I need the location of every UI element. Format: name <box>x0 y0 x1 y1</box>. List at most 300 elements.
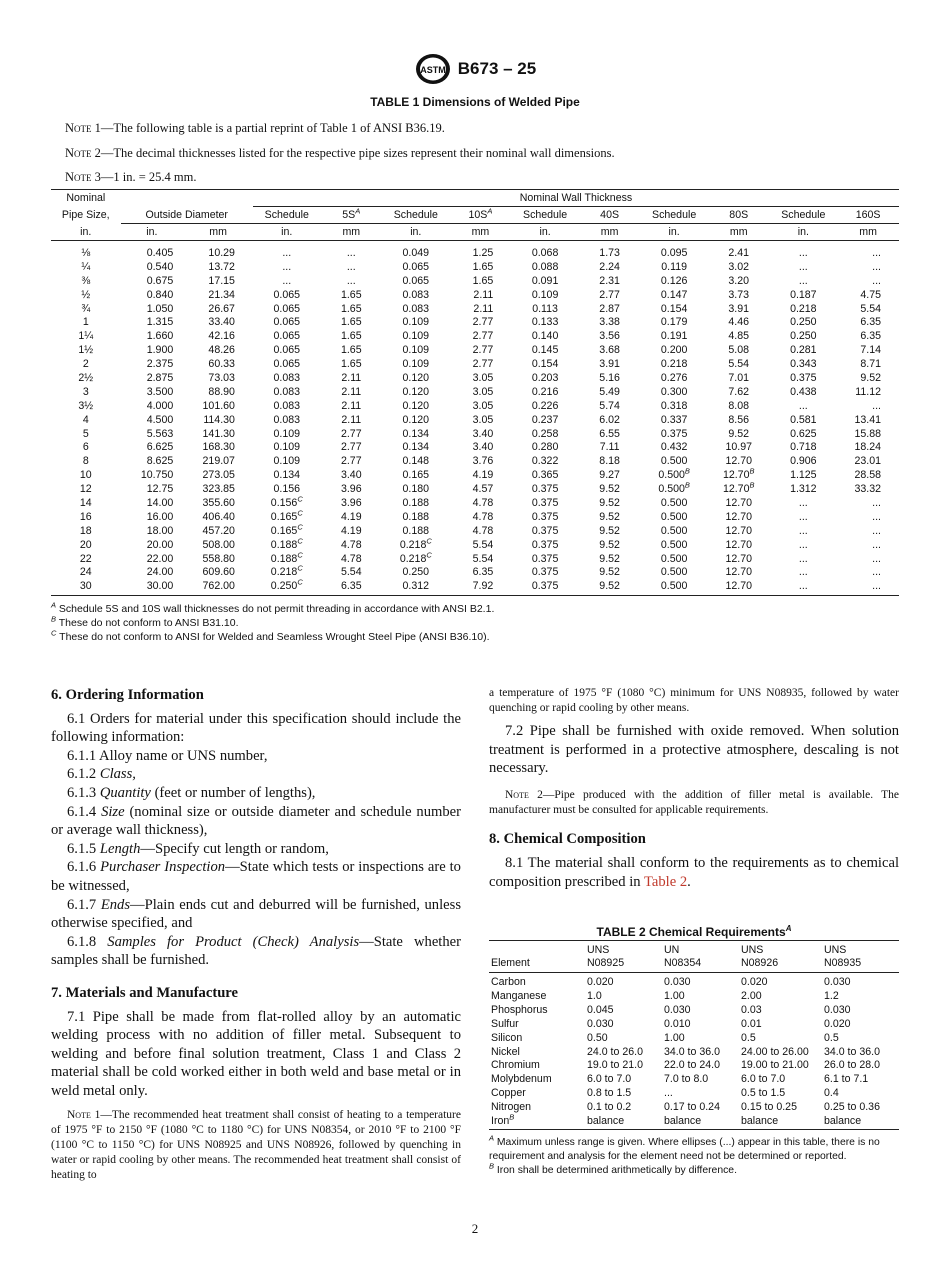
table-cell: 0.01 <box>741 1017 762 1030</box>
table-cell: ... <box>346 260 356 273</box>
table-row <box>489 1087 899 1101</box>
table-cell: 9.52 <box>599 510 620 523</box>
table-cell: 4.46 <box>728 316 750 329</box>
header-schedule: Schedule <box>253 207 321 224</box>
table-cell: ¾ <box>81 302 91 315</box>
table-cell: 0.500 <box>660 552 688 565</box>
table-cell: 9.52 <box>599 483 620 496</box>
table-cell: 1.315 <box>146 316 174 329</box>
table-cell: 4 <box>82 413 89 426</box>
table-cell: 0.5 <box>741 1031 756 1044</box>
table-cell: ... <box>872 496 881 509</box>
list-item: 6.1.6 Purchaser Inspection—State which tests or inspections are to be witnessed, <box>51 859 461 894</box>
table-cell: 0.120 <box>402 385 430 398</box>
table-cell: 0.030 <box>587 1017 614 1030</box>
table-cell: 4.78 <box>472 496 494 509</box>
table-cell: ... <box>872 246 881 259</box>
table-cell: $12.70^B$ <box>722 480 755 496</box>
table-cell: 6.35 <box>472 566 494 579</box>
table-cell: 457.20 <box>202 524 235 537</box>
table-cell: 3.02 <box>728 260 750 273</box>
table-cell: 28.58 <box>854 469 881 482</box>
table-cell: $0.250^C$ <box>253 579 321 595</box>
table-cell: 0.203 <box>531 371 559 384</box>
element-name: Copper <box>491 1087 526 1100</box>
table-cell: ... <box>798 260 808 273</box>
table-cell: 0.020 <box>824 1017 851 1030</box>
table-cell: 558.80 <box>202 552 235 565</box>
table-row <box>51 315 899 329</box>
table-cell: 0.120 <box>402 413 430 426</box>
table-cell: 1¼ <box>78 330 94 343</box>
unit-in: in. <box>511 224 579 241</box>
table-cell: 0.030 <box>664 1003 691 1016</box>
table-row <box>51 260 899 274</box>
standard-code: B673 – 25 <box>457 59 537 78</box>
table-cell: 355.60 <box>202 496 235 509</box>
table-cell: 13.41 <box>854 413 881 426</box>
table-cell: 0.188 <box>402 524 430 537</box>
table-cell: 0.154 <box>531 358 559 371</box>
table-cell: 2.77 <box>472 358 494 371</box>
table-cell: 5.49 <box>599 385 620 398</box>
table-cell: 0.119 <box>661 260 687 273</box>
table-cell: 168.30 <box>202 441 235 454</box>
table-cell: 0.500 <box>660 455 688 468</box>
table-cell: 5.563 <box>146 427 174 440</box>
table-cell: 16.00 <box>146 510 174 523</box>
table-cell: 6.35 <box>321 579 382 595</box>
unit-mm: mm <box>708 224 770 241</box>
table-cell: 6.35 <box>860 330 881 343</box>
table-cell: 10.29 <box>208 246 235 259</box>
table-cell: 0.50 <box>587 1031 608 1044</box>
table-cell: 13.72 <box>208 260 235 273</box>
table-cell: 20 <box>79 538 92 551</box>
table-cell: 0.4 <box>824 1087 839 1100</box>
table-cell: 22 <box>79 552 92 565</box>
table-cell: 0.500 <box>660 524 688 537</box>
table-row <box>51 329 899 343</box>
table-cell: 2.11 <box>341 413 362 426</box>
table1-note: Note 2—The decimal thicknesses listed for the respective pipe sizes represent their nominal wall dimensions. <box>65 146 615 160</box>
table-cell: 18.00 <box>146 524 174 537</box>
element-name: Phosphorus <box>491 1003 548 1016</box>
table-cell: 6.0 to 7.0 <box>587 1073 632 1086</box>
table-cell: 3.38 <box>599 316 620 329</box>
table-cell: 0.083 <box>273 371 301 384</box>
table-cell: 22.00 <box>146 552 174 565</box>
element-name: Molybdenum <box>491 1073 552 1086</box>
list-item: 6.1.1 Alloy name or UNS number, <box>67 747 268 764</box>
right-column <box>489 686 899 892</box>
table-cell: 22.0 to 24.0 <box>664 1059 720 1072</box>
table-cell: 10 <box>79 469 92 482</box>
table-cell: 1.65 <box>340 330 362 343</box>
table-cell: 23.01 <box>854 455 881 468</box>
table-cell: 60.33 <box>208 358 235 371</box>
table-cell: 5.54 <box>472 538 494 551</box>
table-cell: 0.375 <box>531 510 559 523</box>
table-row <box>51 399 899 413</box>
table-row <box>489 1032 899 1046</box>
unit-in: in. <box>770 224 838 241</box>
table-cell: 3.91 <box>728 302 750 315</box>
table-cell: ... <box>798 496 808 509</box>
table-cell: 0.134 <box>402 441 430 454</box>
table-cell: ⅛ <box>81 246 91 259</box>
header-40s: 40S <box>579 207 640 224</box>
header-schedule: Schedule <box>770 207 838 224</box>
table-cell: 14.00 <box>146 496 174 509</box>
table-cell: 1.312 <box>790 483 817 496</box>
table-cell: 1.00 <box>664 989 685 1002</box>
table-cell: 1.65 <box>340 302 362 315</box>
table-cell: 0.625 <box>790 427 817 440</box>
table-cell: 0.1 to 0.2 <box>587 1101 632 1114</box>
table-cell: 4.78 <box>340 538 362 551</box>
table-cell: 1.65 <box>340 288 362 301</box>
table-cell: 0.126 <box>660 274 688 287</box>
table-cell: 16 <box>79 510 92 523</box>
table-cell: 1½ <box>78 344 94 357</box>
table1-body <box>51 241 899 596</box>
table-cell: 323.85 <box>202 483 235 496</box>
table-cell: 0.156 <box>273 483 301 496</box>
table-cell: 7.92 <box>450 579 512 595</box>
table-cell: balance <box>822 1115 899 1129</box>
table-cell: $0.188^C$ <box>270 536 303 551</box>
table-cell: 30.00 <box>121 579 184 595</box>
table-cell: 0.17 to 0.24 <box>664 1101 720 1114</box>
table-cell: ... <box>798 552 808 565</box>
table-cell: 0.375 <box>660 427 688 440</box>
table-cell: 12.70 <box>725 455 752 468</box>
table-cell: 2.11 <box>341 399 362 412</box>
header-schedule: Schedule <box>640 207 708 224</box>
table-cell: 0.375 <box>790 371 817 384</box>
table-cell: 0.083 <box>402 288 430 301</box>
table-cell: 7.11 <box>599 441 620 454</box>
table-row <box>51 482 899 496</box>
table-cell: 0.030 <box>824 976 851 988</box>
table-cell: 7.0 to 8.0 <box>664 1073 709 1086</box>
table-cell: 33.32 <box>854 483 881 496</box>
table-row <box>51 579 899 595</box>
table-cell: 5.74 <box>599 399 620 412</box>
paragraph-6-1: 6.1 Orders for material under this specification should include the following information: <box>51 710 461 746</box>
column-header: UNS N08925 <box>585 941 662 973</box>
table-cell: 6.02 <box>599 413 620 426</box>
table-cell: 0.083 <box>273 385 301 398</box>
list-item: 6.1.5 Length—Specify cut length or random, <box>67 840 329 857</box>
table-cell: $12.70^B$ <box>722 466 755 482</box>
table-cell: 0.375 <box>531 538 559 551</box>
table-cell: 2.77 <box>472 316 494 329</box>
table-cell: 2.11 <box>341 371 362 384</box>
table-cell: 0.718 <box>790 441 817 454</box>
column-header: UN N08354 <box>662 941 739 973</box>
table-cell: 1 <box>82 316 89 329</box>
table-cell: 0.276 <box>660 371 688 384</box>
table-cell: 8.18 <box>599 455 620 468</box>
table-cell: ⅜ <box>81 274 91 287</box>
table-cell: 8 <box>82 455 89 468</box>
table-cell: 0.250 <box>790 316 817 329</box>
table-cell: 0.840 <box>146 288 174 301</box>
unit-in: in. <box>640 224 708 241</box>
table-cell: 5.54 <box>340 566 362 579</box>
table-cell: 0.250 <box>790 330 817 343</box>
table-cell: 4.57 <box>472 483 494 496</box>
table-cell: 0.187 <box>790 288 817 301</box>
page-header <box>0 52 950 91</box>
table-cell: 4.78 <box>472 510 494 523</box>
table-cell: 10.750 <box>140 469 174 482</box>
table-cell: 0.065 <box>273 330 301 343</box>
table-cell: 0.438 <box>790 385 817 398</box>
table-cell: 2.375 <box>146 358 174 371</box>
table-cell: 0.109 <box>402 330 430 343</box>
table-cell: 7.01 <box>728 371 750 384</box>
table-cell: 0.145 <box>531 344 559 357</box>
table-cell: 2.11 <box>473 302 494 315</box>
table-cell: $0.165^C$ <box>270 522 303 537</box>
table-cell: 0.237 <box>531 413 559 426</box>
table-cell: 1.900 <box>146 344 174 357</box>
table-cell: 14 <box>79 496 92 509</box>
table-cell: 219.07 <box>202 455 235 468</box>
table-cell: 0.318 <box>660 399 688 412</box>
note-1: Note 1—The recommended heat treatment shall consist of heating to a temperature of 1975 °F to 2150 °F (1080 °C to 1180 °C) for UNS N08354, or 2010 °F to 2100 °F (1100 °C to 1150 °C) for UNS N08925 and UNS N08926, followed by quenching in water or rapid cooling by other means. The recommended heat treatment shall consist of heating to <box>51 1109 461 1182</box>
table-cell: 0.020 <box>587 976 614 988</box>
table-cell: 0.906 <box>790 455 817 468</box>
table-cell: ... <box>872 399 881 412</box>
table-cell: 0.065 <box>273 358 301 371</box>
table-cell: 3.73 <box>728 288 750 301</box>
element-name: Carbon <box>491 976 526 988</box>
table-cell: 34.0 to 36.0 <box>824 1045 880 1058</box>
table-cell: 0.120 <box>402 371 430 384</box>
list-item: 6.1.2 Class, <box>67 766 136 783</box>
table-cell: 8.56 <box>728 413 750 426</box>
table-cell: 0.218 <box>660 358 688 371</box>
table-cell: 8.08 <box>728 399 750 412</box>
table-cell: 0.200 <box>660 344 688 357</box>
table-cell: 6.55 <box>599 427 620 440</box>
element-name: Nitrogen <box>491 1101 532 1114</box>
table-cell: 0.148 <box>402 455 430 468</box>
table-2-link[interactable]: Table 2 <box>643 873 688 890</box>
table-row <box>51 385 899 399</box>
table-row <box>489 1004 899 1018</box>
table-cell: 3.500 <box>146 385 174 398</box>
table-row <box>51 288 899 302</box>
table-cell: 1.65 <box>340 316 362 329</box>
table-cell: balance <box>739 1115 822 1129</box>
table-cell: 73.03 <box>208 371 235 384</box>
table-row <box>489 1018 899 1032</box>
note-2: Note 2—Pipe produced with the addition of filler metal is available. The manufacturer must be consulted for applicable requirements. <box>489 788 900 816</box>
table-cell: 0.154 <box>660 302 688 315</box>
table-cell: 0.010 <box>664 1017 691 1030</box>
table-cell: 6.0 to 7.0 <box>741 1073 786 1086</box>
table-cell: 88.90 <box>208 385 235 398</box>
table-cell: 1.0 <box>587 989 602 1002</box>
table1-footnote: $^C$ These do not conform to ANSI for Welded and Seamless Wrought Steel Pipe (ANSI B36.10). <box>51 628 490 643</box>
table-cell: 0.500 <box>660 510 688 523</box>
table-cell: 2.00 <box>741 989 762 1002</box>
table-cell: 0.030 <box>824 1003 851 1016</box>
table-cell: 5.54 <box>728 358 750 371</box>
table-cell: 0.133 <box>531 316 559 329</box>
table-cell: 0.065 <box>273 302 301 315</box>
table-cell: 3.76 <box>472 455 494 468</box>
table-cell: 1.73 <box>599 246 620 259</box>
table-cell: ... <box>872 524 881 537</box>
table-cell: 1.65 <box>472 260 494 273</box>
table-cell: 0.500 <box>640 579 708 595</box>
unit-mm: mm <box>183 224 253 241</box>
table-cell: 3.40 <box>472 427 494 440</box>
table-cell: 0.165 <box>402 469 430 482</box>
table-cell: 0.375 <box>531 524 559 537</box>
table-cell: ... <box>872 538 881 551</box>
header-schedule: Schedule <box>382 207 450 224</box>
table-cell: 273.05 <box>202 469 235 482</box>
table-row <box>51 524 899 538</box>
table-cell: 0.405 <box>146 246 174 259</box>
table-row <box>51 413 899 427</box>
table-cell: 4.000 <box>146 399 174 412</box>
table-row <box>51 440 899 454</box>
table-cell: 10.97 <box>725 441 752 454</box>
table-cell: $0.500^B$ <box>658 466 690 482</box>
table-cell: 0.109 <box>531 288 559 301</box>
table-cell: 0.188 <box>402 496 430 509</box>
table-cell: 34.0 to 36.0 <box>664 1045 720 1058</box>
table-cell: 0.091 <box>531 274 559 287</box>
element-name: Sulfur <box>491 1017 519 1030</box>
table-cell: 2 <box>82 358 89 371</box>
table-cell: 0.300 <box>660 385 688 398</box>
table-cell: 141.30 <box>202 427 235 440</box>
table-row <box>51 468 899 482</box>
table-cell: 6.35 <box>860 316 881 329</box>
element-name: Silicon <box>491 1031 523 1044</box>
table-cell: 18 <box>79 524 92 537</box>
table-cell: 0.280 <box>531 441 559 454</box>
table-cell: 2.77 <box>599 288 620 301</box>
table-cell: 1.050 <box>146 302 174 315</box>
table-cell: 1.65 <box>340 358 362 371</box>
table-cell: 2.77 <box>472 344 494 357</box>
table-cell: 0.065 <box>273 316 301 329</box>
table-cell: 0.432 <box>660 441 688 454</box>
unit-in: in. <box>51 224 121 241</box>
table-cell: ... <box>837 579 899 595</box>
table-row <box>489 990 899 1004</box>
table-cell: 24.00 to 26.00 <box>741 1045 809 1058</box>
table-cell: 0.065 <box>273 288 301 301</box>
table-cell: 1.25 <box>472 246 494 259</box>
table-cell: 0.109 <box>402 358 430 371</box>
table-cell: 0.540 <box>146 260 174 273</box>
table-cell: 9.52 <box>599 496 620 509</box>
table-cell: 0.312 <box>382 579 450 595</box>
table-cell: 0.500 <box>660 566 688 579</box>
table-cell: $0.218^C$ <box>270 563 303 579</box>
table-cell: 0.5 to 1.5 <box>741 1087 786 1100</box>
table-cell: 3 <box>82 385 89 398</box>
table-row <box>51 343 899 357</box>
astm-logo-icon <box>414 52 452 86</box>
table-cell: $0.165^C$ <box>270 508 303 523</box>
header-nps-line1: Nominal <box>51 190 121 207</box>
table-cell: ... <box>282 260 292 273</box>
table-cell: 2.11 <box>473 288 494 301</box>
table-cell: 9.52 <box>728 427 750 440</box>
table-cell: 3.40 <box>340 469 362 482</box>
table-cell: 2.77 <box>340 455 362 468</box>
table-cell: 1.2 <box>824 989 839 1002</box>
table-cell: 0.250 <box>402 566 430 579</box>
section-7-heading: 7. Materials and Manufacture <box>51 984 238 1001</box>
table-cell: 101.60 <box>202 399 235 412</box>
table-cell: 0.109 <box>273 427 301 440</box>
table-cell: 6.1 to 7.1 <box>824 1073 869 1086</box>
table-cell: 0.375 <box>531 483 559 496</box>
table-cell: 1.00 <box>664 1031 685 1044</box>
section-6-heading: 6. Ordering Information <box>51 687 204 703</box>
table-row <box>51 454 899 468</box>
table-cell: 0.581 <box>790 413 817 426</box>
table-cell: 9.52 <box>860 371 881 384</box>
table-cell: 1.660 <box>146 330 174 343</box>
section-8-heading: 8. Chemical Composition <box>489 830 646 847</box>
table-cell: ... <box>798 246 808 259</box>
table-cell: 4.78 <box>472 524 494 537</box>
unit-in: in. <box>382 224 450 241</box>
table-row <box>51 496 899 510</box>
table-cell: 9.52 <box>599 566 620 579</box>
table-cell: 7.14 <box>860 344 881 357</box>
table-cell: ... <box>346 246 356 259</box>
table-cell: 0.375 <box>531 496 559 509</box>
table-cell: ... <box>872 260 881 273</box>
note-1-continued: a temperature of 1975 °F (1080 °C) minimum for UNS N08935, followed by water quenching or rapid cooling by other means. <box>489 687 899 714</box>
table-cell: 17.15 <box>208 274 235 287</box>
table-cell: 0.343 <box>790 358 817 371</box>
table-cell: 11.12 <box>855 385 881 398</box>
unit-in: in. <box>121 224 184 241</box>
table-cell: 3.96 <box>340 483 362 496</box>
element-name: Manganese <box>491 989 547 1002</box>
table-cell: 2.875 <box>146 371 174 384</box>
table-cell: 4.19 <box>472 469 494 482</box>
header-10s: $10S^A$ <box>450 207 512 224</box>
header-schedule: Schedule <box>511 207 579 224</box>
table-cell: 0.095 <box>660 246 688 259</box>
header-nps-line2: Pipe Size, <box>61 209 110 221</box>
table-cell: 2½ <box>78 371 94 384</box>
table-cell: 0.113 <box>532 302 558 315</box>
table-cell: ... <box>798 538 808 551</box>
table-cell: 0.049 <box>402 246 430 259</box>
list-item: 6.1.7 Ends—Plain ends cut and deburred will be furnished, unless otherwise specified, and <box>51 896 461 932</box>
table-cell: 0.675 <box>146 274 174 287</box>
table-cell: ½ <box>81 288 91 301</box>
